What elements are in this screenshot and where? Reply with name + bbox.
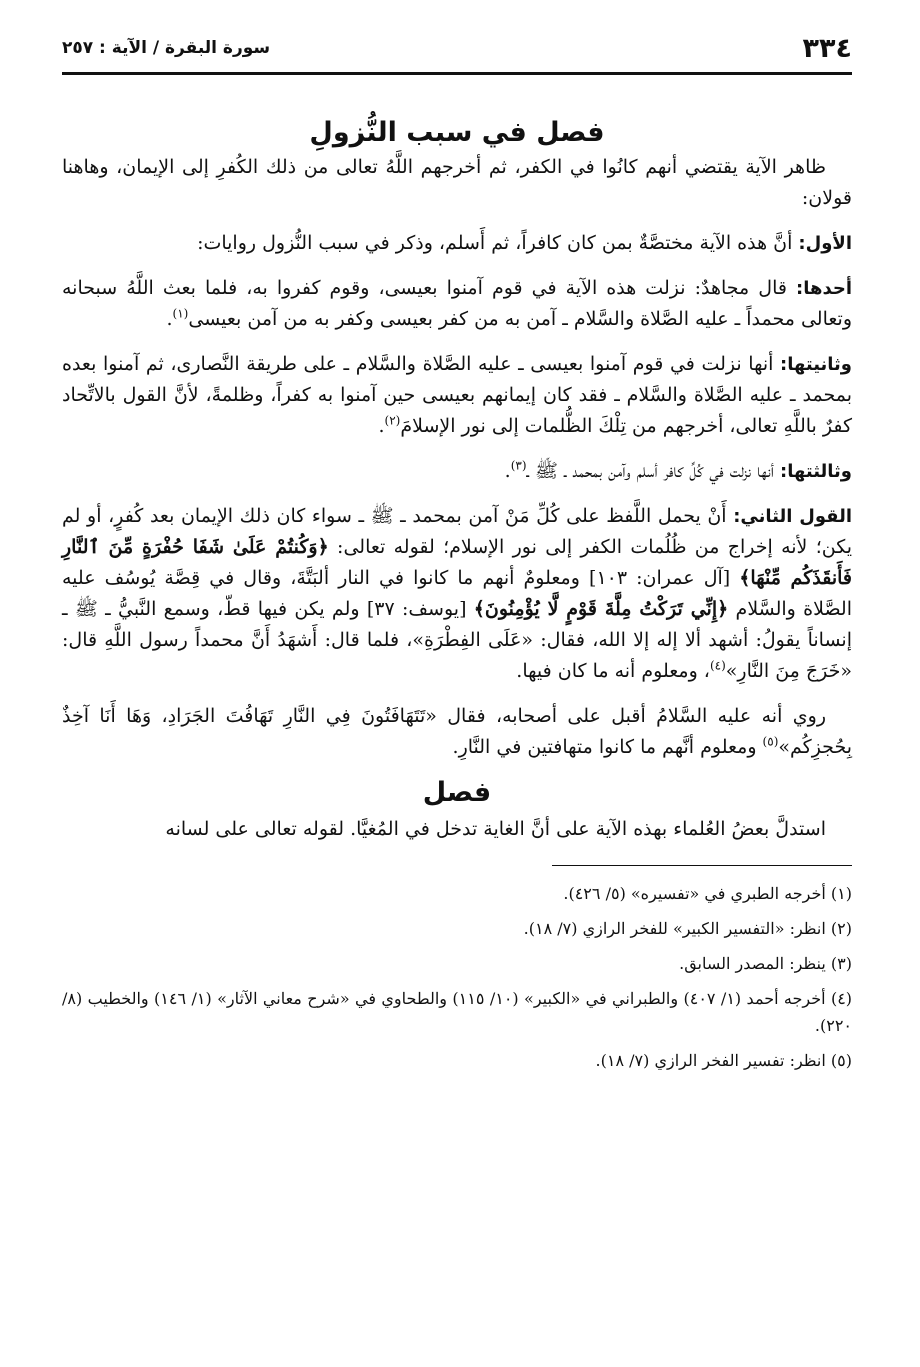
first-opinion-text: أنَّ هذه الآية مختصَّةٌ بمن كان كافراً، ثم أَسلم، وذكر في سبب النُّزول روايات: bbox=[197, 232, 799, 254]
section-title-fasl: فصل bbox=[422, 777, 492, 808]
footnote-ref-4: (٤) bbox=[709, 658, 726, 673]
footnote-ref-1: (١) bbox=[172, 306, 189, 321]
hadith-text: روي أنه عليه السَّلامُ أقبل على أصحابه، فقال «تَتَهَافَتُونَ فِي النَّارِ تَهَافُتَ الجَرَادِ، وَهَا أَنَا آخِذٌ بِحُجزِكُم» bbox=[62, 705, 852, 758]
paragraph-fasl bbox=[62, 814, 852, 845]
footnote-1: (١) أخرجه الطبري في «تفسيره» (٥/ ٤٢٦). bbox=[563, 884, 852, 903]
narration-2-end: . bbox=[378, 415, 385, 437]
narration-2-text: أنها نزلت في قوم آمنوا بعيسى ـ عليه الصَّلاة والسَّلام ـ على طريقة النَّصارى، ثم آمنوا بعده بمحمد ـ عليه الصَّلاة والسَّلام ـ فقد كان إيمانهم بعيسى حين آمنوا به كفراً، وظلمةً، لأنَّ القول بالاتِّحاد كفرٌ باللَّهِ تعالى، أخرجهم من تِلْكَ الظُّلمات إلى نور الإسلامَ bbox=[62, 353, 852, 437]
quran-verse-yusuf: ﴿إِنِّي تَرَكْتُ مِلَّةَ قَوْمٍ لَّا يُؤْمِنُونَ﴾ bbox=[473, 598, 729, 620]
footnote-2: (٢) انظر: «التفسير الكبير» للفخر الرازي (٧/ ١٨). bbox=[523, 919, 852, 938]
footnote-3: (٣) ينظر: المصدر السابق. bbox=[679, 954, 852, 973]
book-page bbox=[62, 26, 852, 1346]
paragraph-narration-2 bbox=[62, 349, 852, 442]
page-number: ٣٣٤ bbox=[802, 32, 852, 64]
lead-narration-3: وثالثتها: bbox=[780, 461, 852, 482]
lead-first: الأول: bbox=[798, 233, 852, 254]
narration-1-text: قال مجاهدٌ: نزلت هذه الآية في قوم آمنوا بعيسى، وقوم كفروا به، فلما بعث اللَّهُ سبحانه وتعالى محمداً ـ عليه الصَّلاة والسَّلام ـ آمن به من كفر بعيسى وكفر به من آمن بعيسى bbox=[62, 277, 852, 330]
narration-3-text: أنها نزلت في كُلِّ كافر أسلم وآمن بمحمد ـ ﷺ ـ bbox=[526, 460, 780, 482]
lead-second-opinion: القول الثاني: bbox=[733, 506, 852, 527]
paragraph-narration-3 bbox=[62, 456, 852, 487]
surah-reference: سورة البقرة / الآية : ٢٥٧ bbox=[62, 38, 271, 58]
footnote-5: (٥) انظر: تفسير الفخر الرازي (٧/ ١٨). bbox=[595, 1051, 852, 1070]
paragraph-narration-1 bbox=[62, 273, 852, 335]
paragraph-intro bbox=[62, 152, 852, 214]
narration-1-end: . bbox=[166, 308, 173, 330]
lead-narration-1: أحدها: bbox=[796, 278, 852, 299]
second-opinion-end: ، ومعلوم أنه ما كان فيها. bbox=[516, 660, 710, 682]
footnotes bbox=[62, 880, 852, 1074]
narration-3-end: . bbox=[504, 460, 511, 482]
footnote-ref-5: (٥) bbox=[762, 734, 779, 749]
second-opinion-text-3: [يوسف: ٣٧] ولم يكن فيها قطّ، وسمع النَّبيُّ ـ ﷺ ـ إنساناً يقولُ: أشهد ألا إله إلا الله، فقال: «عَلَى الفِطْرَةِ»، فلما قال: أَشهَدُ أَنَّ محمداً رسول اللَّهِ قال: «خَرَجَ مِنَ النَّارِ» bbox=[62, 598, 852, 682]
footnote-4: (٤) أخرجه أحمد (١/ ٤٠٧) والطبراني في «الكبير» (١٠/ ١١٥) والطحاوي في «شرح معاني الآثار» (١/ ١٤٦) والخطيب (٨/ ٢٢٠). bbox=[62, 989, 853, 1035]
footnote-ref-3: (٣) bbox=[510, 458, 527, 473]
second-opinion-text-1: أَنْ يحمل اللَّفظ على كُلِّ مَنْ آمن بمحمد ـ ﷺ ـ سواء كان ذلك الإيمان بعد كُفرٍ، أو لم يكن؛ لأنه إخراج من ظُلُمات الكفر إلى نور الإسلام؛ لقوله تعالى: bbox=[62, 505, 852, 558]
page-header bbox=[62, 26, 852, 70]
fasl-text: استدلَّ بعضُ العُلماء بهذه الآية على أنَّ الغاية تدخل في المُغيَّا. لقوله تعالى على لسانه bbox=[165, 818, 826, 840]
hadith-end: ومعلوم أنَّهم ما كانوا متهافتين في النَّارِ. bbox=[452, 736, 763, 758]
second-opinion-text-2: [آل عمران: ١٠٣] ومعلومٌ أنهم ما كانوا في النار ألبَتَّةَ، وقال في قِصَّة يُوسُف عليه الصَّلاة والسَّلام bbox=[62, 567, 852, 620]
paragraph-first-opinion bbox=[62, 228, 852, 259]
footnotes-rule bbox=[552, 865, 852, 866]
paragraph-intro-text: ظاهر الآية يقتضي أنهم كانُوا في الكفر، ثم أخرجهم اللَّهُ تعالى من ذلك الكُفرِ إلى الإيمان، وهاهنا قولان: bbox=[62, 156, 852, 209]
paragraph-second-opinion bbox=[62, 501, 852, 687]
paragraph-hadith bbox=[62, 701, 852, 763]
lead-narration-2: وثانيتها: bbox=[780, 354, 852, 375]
quran-verse-al-imran: ﴿وَكُنتُمْ عَلَىٰ شَفَا حُفْرَةٍ مِّنَ ٱلنَّارِ فَأَنقَذَكُم مِّنْهَا﴾ bbox=[62, 536, 852, 589]
footnote-ref-2: (٢) bbox=[384, 413, 401, 428]
section-title-asbab: فصل في سبب النُّزولِ bbox=[309, 117, 605, 148]
header-rule bbox=[62, 72, 852, 75]
